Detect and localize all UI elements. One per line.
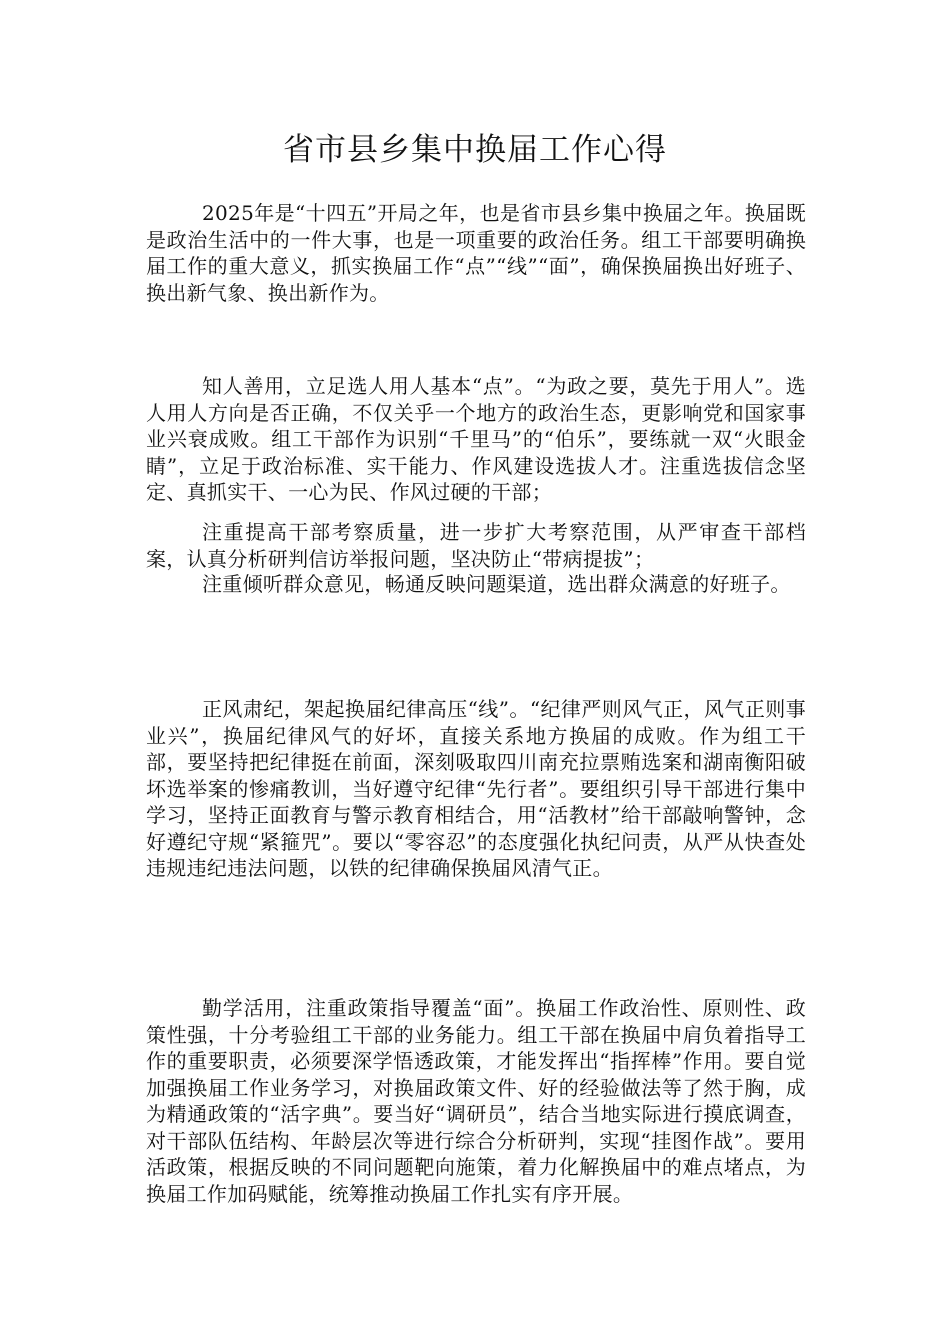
document-title: 省市县乡集中换届工作心得 [283, 132, 667, 168]
paragraph-point: 知人善用，立足选人用人基本“点”。“为政之要，莫先于用人”。选人用人方向是否正确，不仅关乎一个地方的政治生态，更影响党和国家事业兴衰成败。组工干部作为识别“千里马”的“伯乐”，要练就一双“火眼金睛”，立足于政治标准、实干能力、作风建设选拔人才。注重选拔信念坚定、真抓实干、一心为民、作风过硬的干部； [146, 374, 806, 504]
paragraph-point-inspection: 注重提高干部考察质量，进一步扩大考察范围，从严审查干部档案，认真分析研判信访举报问题，坚决防止“带病提拔”； [146, 520, 806, 571]
paragraph-line: 正风肃纪，架起换届纪律高压“线”。“纪律严则风气正，风气正则事业兴”，换届纪律风气的好坏，直接关系地方换届的成败。作为组工干部，要坚持把纪律挺在前面，深刻吸取四川南充拉票贿选案和湖南衡阳破坏选举案的惨痛教训，当好遵守纪律“先行者”。要组织引导干部进行集中学习，坚持正面教育与警示教育相结合，用“活教材”给干部敲响警钟，念好遵纪守规“紧箍咒”。要以“零容忍”的态度强化执纪问责，从严从快查处违规违纪违法问题，以铁的纪律确保换届风清气正。 [146, 697, 806, 880]
paragraph-point-public-opinion: 注重倾听群众意见，畅通反映问题渠道，选出群众满意的好班子。 [202, 572, 791, 596]
paragraph-intro: 2025年是“十四五”开局之年，也是省市县乡集中换届之年。换届既是政治生活中的一件大事，也是一项重要的政治任务。组工干部要明确换届工作的重大意义，抓实换届工作“点”“线”“面”，确保换届换出好班子、换出新气象、换出新作为。 [146, 201, 806, 305]
paragraph-surface: 勤学活用，注重政策指导覆盖“面”。换届工作政治性、原则性、政策性强，十分考验组工干部的业务能力。组工干部在换届中肩负着指导工作的重要职责，必须要深学悟透政策，才能发挥出“指挥棒”作用。要自觉加强换届工作业务学习，对换届政策文件、好的经验做法等了然于胸，成为精通政策的“活字典”。要当好“调研员”，结合当地实际进行摸底调查，对干部队伍结构、年龄层次等进行综合分析研判，实现“挂图作战”。要用活政策，根据反映的不同问题靶向施策，着力化解换届中的难点堵点，为换届工作加码赋能，统筹推动换届工作扎实有序开展。 [146, 996, 806, 1206]
